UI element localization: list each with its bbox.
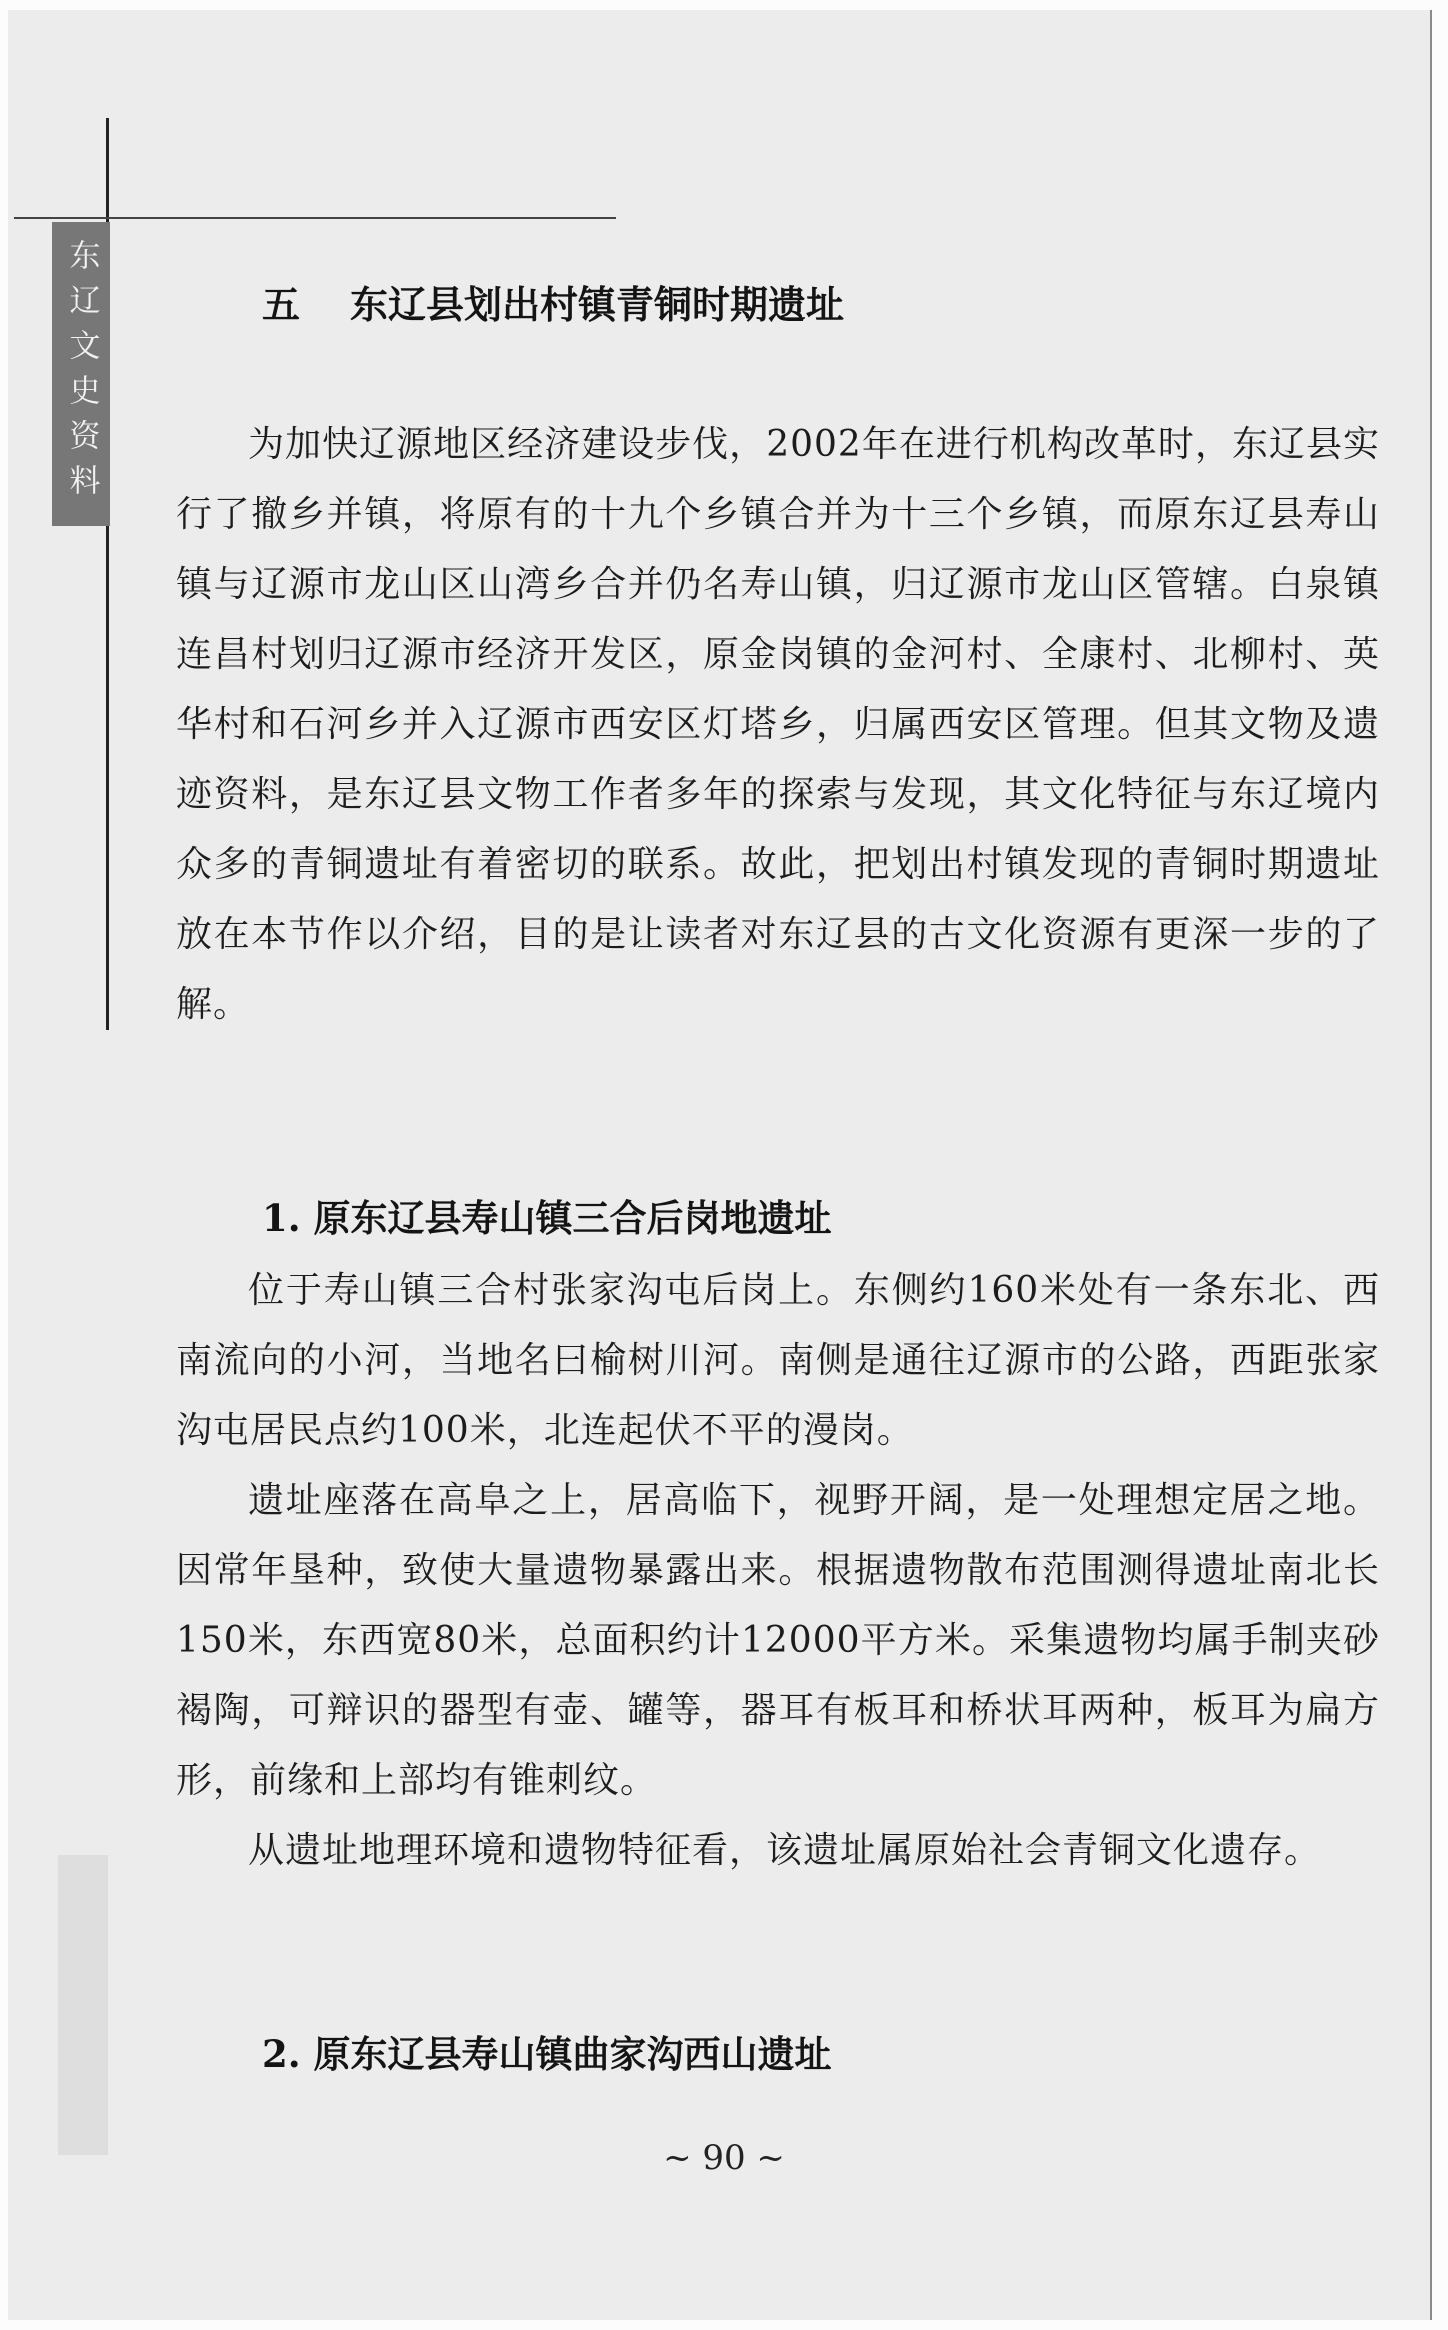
side-tab-faint [58,1855,108,2155]
site1-paragraph-1: 位于寿山镇三合村张家沟屯后岗上。东侧约160米处有一条东北、西南流向的小河，当地名曰榆树川河。南侧是通往辽源市的公路，西距张家沟屯居民点约100米，北连起伏不平的漫岗。 [176,1270,1380,1451]
site1-paragraph-3: 从遗址地理环境和遗物特征看，该遗址属原始社会青铜文化遗存。 [248,1830,1322,1871]
intro-paragraph: 为加快辽源地区经济建设步伐，2002年在进行机构改革时，东辽县实行了撤乡并镇，将原有的十九个乡镇合并为十三个乡镇，而原东辽县寿山镇与辽源市龙山区山湾乡合并仍名寿山镇，归辽源市龙山区管辖。白泉镇连昌村划归辽源市经济开发区，原金岗镇的金河村、全康村、北柳村、英华村和石河乡并入辽源市西安区灯塔乡，归属西安区管理。但其文物及遗迹资料，是东辽县文物工作者多年的探索与发现，其文化特征与东辽境内众多的青铜遗址有着密切的联系。故此，把划出村镇发现的青铜时期遗址放在本节作以介绍，目的是让读者对东辽县的古文化资源有更深一步的了解。 [176,424,1380,1025]
page-number: ~ 90 ~ [663,2138,785,2178]
page [8,10,1432,2320]
header-horizontal-rule [14,217,616,219]
site1-title: 1. 原东辽县寿山镇三合后岗地遗址 [262,1196,832,1240]
site1-block [176,1256,1380,1886]
side-tab-label: 东辽文史资料 [52,222,110,526]
site1-paragraph-2: 遗址座落在高阜之上，居高临下，视野开阔，是一处理想定居之地。因常年垦种，致使大量遗物暴露出来。根据遗物散布范围测得遗址南北长150米，东西宽80米，总面积约计12000平方米。采集遗物均属手制夹砂褐陶，可辩识的器型有壶、罐等，器耳有板耳和桥状耳两种，板耳为扁方形，前缘和上部均有锥刺纹。 [176,1480,1380,1801]
site2-title: 2. 原东辽县寿山镇曲家沟西山遗址 [262,2032,832,2076]
section-title: 东辽县划出村镇青铜时期遗址 [350,282,845,327]
section-heading [262,282,844,328]
section-number: 五 [262,282,301,327]
intro-block [176,410,1380,1040]
